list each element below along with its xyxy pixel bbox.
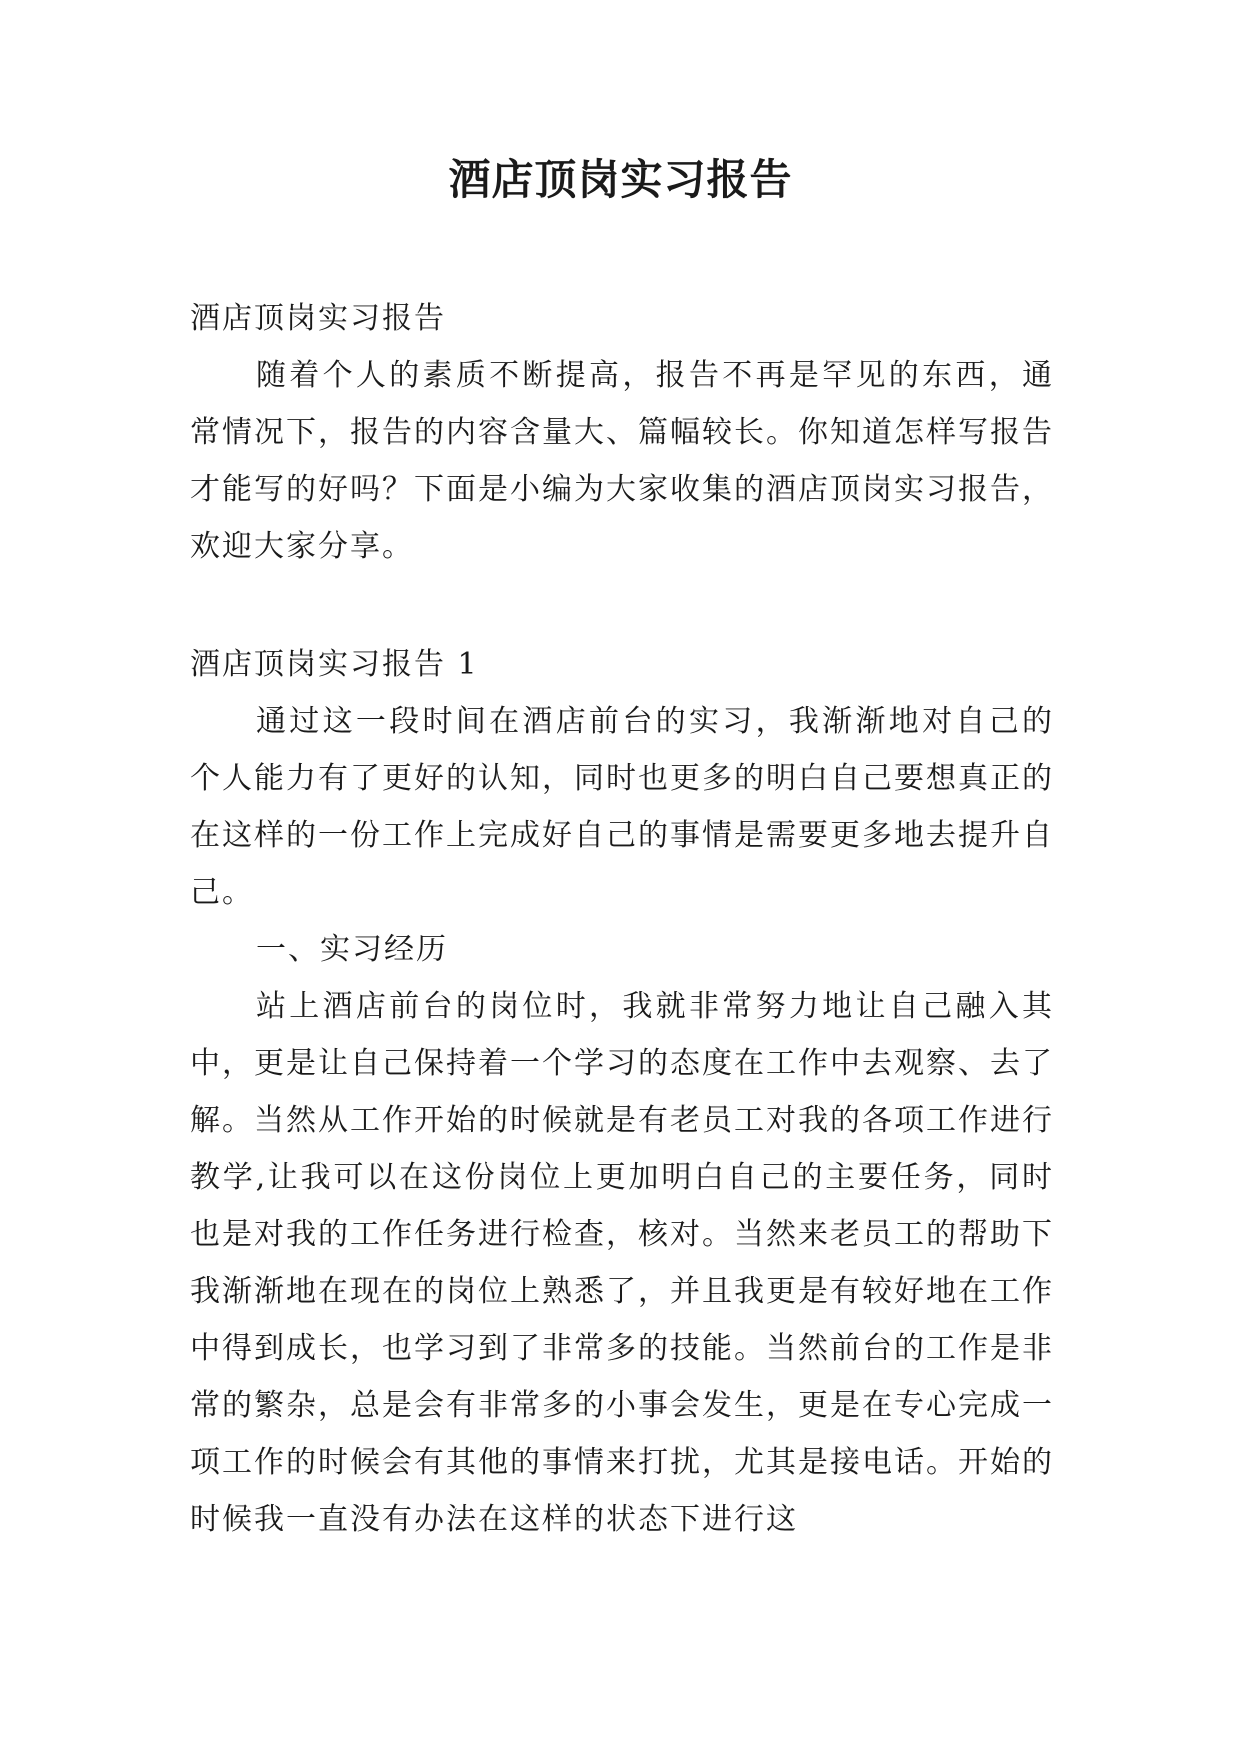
intro-heading: 酒店顶岗实习报告: [190, 301, 446, 336]
document-title: 酒店顶岗实习报告: [448, 155, 793, 204]
section1-subheading: 一、实习经历: [256, 932, 448, 967]
intro-paragraph: 随着个人的素质不断提高，报告不再是罕见的东西，通常情况下，报告的内容含量大、篇幅较长。你知道怎样写报告才能写的好吗？下面是小编为大家收集的酒店顶岗实习报告，欢迎大家分享。: [190, 358, 1054, 564]
section-spacer: [190, 575, 1054, 636]
section1-heading: 酒店顶岗实习报告 1: [190, 647, 479, 682]
document-body: [190, 290, 1054, 1548]
section1-paragraph1: 通过这一段时间在酒店前台的实习，我渐渐地对自己的个人能力有了更好的认知，同时也更多的明白自己要想真正的在这样的一份工作上完成好自己的事情是需要更多地去提升自己。: [190, 704, 1054, 910]
section1-paragraph2: 站上酒店前台的岗位时，我就非常努力地让自己融入其中，更是让自己保持着一个学习的态度在工作中去观察、去了解。当然从工作开始的时候就是有老员工对我的各项工作进行教学,让我可以在这份岗位上更加明白自己的主要任务，同时也是对我的工作任务进行检查，核对。当然来老员工的帮助下我渐渐地在现在的岗位上熟悉了，并且我更是有较好地在工作中得到成长，也学习到了非常多的技能。当然前台的工作是非常的繁杂，总是会有非常多的小事会发生，更是在专心完成一项工作的时候会有其他的事情来打扰，尤其是接电话。开始的时候我一直没有办法在这样的状态下进行这: [190, 989, 1054, 1537]
